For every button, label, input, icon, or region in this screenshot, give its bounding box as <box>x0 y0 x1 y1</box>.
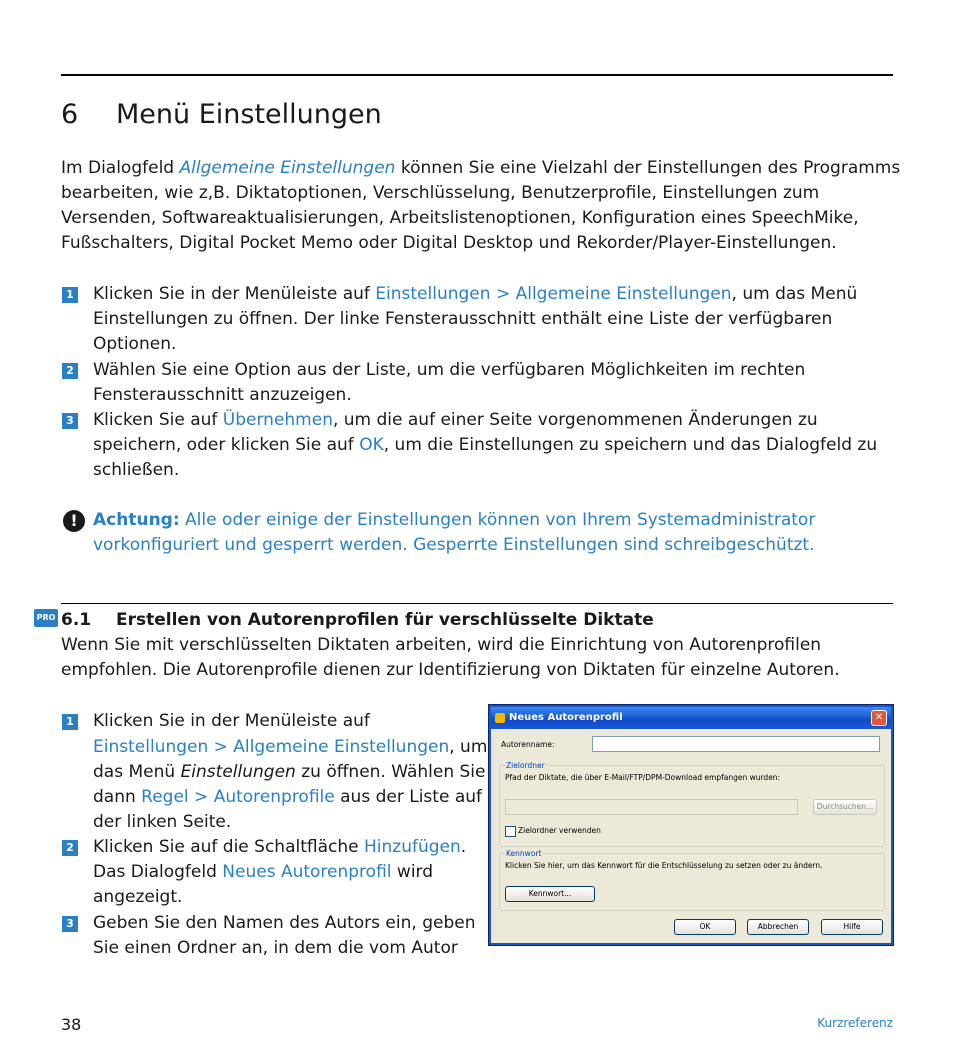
ok-link[interactable]: OK <box>359 435 384 455</box>
step-1-badge: 1 <box>62 287 78 303</box>
target-folder-title: Zielordner <box>506 761 545 770</box>
rule-path-link[interactable]: Regel > Autorenprofile <box>141 787 335 807</box>
dialog-title: Neues Autorenprofil <box>509 712 623 723</box>
step-text: , um das Menü <box>731 284 858 304</box>
intro-line-1 <box>61 156 900 181</box>
step2-1-line-1: Klicken Sie in der Menüleiste auf <box>93 711 370 731</box>
warning-line-1 <box>93 508 815 533</box>
pro-badge: PRO <box>34 609 58 627</box>
password-button[interactable]: Kennwort... <box>505 886 595 902</box>
step-text: zu öffnen. Wählen Sie <box>295 762 486 782</box>
step1-3-line-3: schließen. <box>93 460 180 480</box>
step-text: . <box>460 837 467 857</box>
step1-1-line-2: Einstellungen zu öffnen. Der linke Fensterausschnitt enthält eine Liste der verfügbaren <box>93 309 833 329</box>
intro-link-allgemeine[interactable]: Allgemeine Einstellungen <box>179 158 396 178</box>
apply-link[interactable]: Übernehmen <box>222 410 333 430</box>
warning-line-2: vorkonfiguriert und gesperrt werden. Gesperrte Einstellungen sind schreibgeschützt. <box>93 535 815 555</box>
intro-text: Im Dialogfeld <box>61 158 180 178</box>
path-input[interactable] <box>505 799 798 815</box>
step-text: Das Dialogfeld <box>93 862 223 882</box>
step-text: speichern, oder klicken Sie auf <box>93 435 360 455</box>
step1-2-line-2: Fensterausschnitt anzuzeigen. <box>93 385 352 405</box>
step2-2-line-3: angezeigt. <box>93 887 183 907</box>
chapter-number: 6 <box>61 99 79 130</box>
step1-1-line-1 <box>93 282 857 307</box>
top-rule <box>61 74 893 76</box>
step2-2-line-1 <box>93 835 466 860</box>
menu-path-link[interactable]: Einstellungen > Allgemeine Einstellungen <box>375 284 732 304</box>
intro-line-3: Versenden, Softwareaktualisierungen, Arbeitslistenoptionen, Konfiguration eines SpeechMike, <box>61 208 859 228</box>
step2-1-line-4 <box>93 785 482 810</box>
step-text: das Menü <box>93 762 181 782</box>
step-text: Klicken Sie auf <box>93 410 223 430</box>
step-3-badge: 3 <box>62 413 78 429</box>
step-text: Klicken Sie in der Menüleiste auf <box>93 284 376 304</box>
step-3-badge: 3 <box>62 916 78 932</box>
page-number: 38 <box>61 1015 82 1034</box>
section-line-1: Wenn Sie mit verschlüsselten Diktaten arbeiten, wird die Einrichtung von Autorenprofilen <box>61 635 822 655</box>
step-text: dann <box>93 787 142 807</box>
path-label: Pfad der Diktate, die über E-Mail/FTP/DPM-Download empfangen wurden: <box>505 773 781 782</box>
use-folder-label: Zielordner verwenden <box>518 826 601 835</box>
author-name-input[interactable] <box>592 736 880 752</box>
dialog-titlebar <box>491 707 891 729</box>
section-line-2: empfohlen. Die Autorenprofile dienen zur Identifizierung von Diktaten für einzelne Autoren. <box>61 660 840 680</box>
help-button[interactable]: Hilfe <box>821 919 883 935</box>
intro-line-4: Fußschalters, Digital Pocket Memo oder Digital Desktop und Rekorder/Player-Einstellungen. <box>61 233 837 253</box>
step-text: , um die auf einer Seite vorgenommenen Änderungen zu <box>332 410 818 430</box>
step-text: , um <box>449 737 488 757</box>
cancel-button[interactable]: Abbrechen <box>747 919 809 935</box>
ok-button[interactable]: OK <box>674 919 736 935</box>
use-folder-checkbox[interactable] <box>505 826 516 837</box>
author-profile-dialog <box>488 704 894 946</box>
warning-text: Alle oder einige der Einstellungen können von Ihrem Systemadministrator <box>179 510 816 530</box>
step2-2-line-2 <box>93 860 433 885</box>
intro-text: können Sie eine Vielzahl der Einstellungen des Programms <box>395 158 901 178</box>
step2-1-line-5: der linken Seite. <box>93 812 232 832</box>
dialog-name-link[interactable]: Neues Autorenprofil <box>222 862 392 882</box>
step2-1-line-2 <box>93 735 487 760</box>
step1-3-line-2 <box>93 433 877 458</box>
exclamation-icon: ! <box>63 510 85 532</box>
step-2-badge: 2 <box>62 363 78 379</box>
step-1-badge: 1 <box>62 714 78 730</box>
password-group-title: Kennwort <box>506 849 542 858</box>
step-text: Klicken Sie auf die Schaltfläche <box>93 837 364 857</box>
add-link[interactable]: Hinzufügen <box>363 837 461 857</box>
warning-label: Achtung: <box>93 510 180 530</box>
step1-2-line-1: Wählen Sie eine Option aus der Liste, um die verfügbaren Möglichkeiten im rechten <box>93 360 806 380</box>
step-text: aus der Liste auf <box>334 787 482 807</box>
step-2-badge: 2 <box>62 840 78 856</box>
step2-3-line-1: Geben Sie den Namen des Autors ein, geben <box>93 913 476 933</box>
step1-1-line-3: Optionen. <box>93 334 177 354</box>
section-number: 6.1 <box>61 610 92 630</box>
password-hint: Klicken Sie hier, um das Kennwort für die Entschlüsselung zu setzen oder zu ändern. <box>505 861 823 870</box>
close-icon[interactable]: ✕ <box>871 710 887 726</box>
browse-button[interactable]: Durchsuchen... <box>813 799 877 815</box>
step2-3-line-2: Sie einen Ordner an, in dem die vom Autor <box>93 938 458 958</box>
step2-1-line-3 <box>93 760 486 785</box>
intro-line-2: bearbeiten, wie z,B. Diktatoptionen, Verschlüsselung, Benutzerprofile, Einstellungen zum <box>61 183 820 203</box>
menu-name: Einstellungen <box>180 762 296 782</box>
app-icon <box>495 713 505 723</box>
step-text: , um die Einstellungen zu speichern und das Dialogfeld zu <box>383 435 878 455</box>
section-title: Erstellen von Autorenprofilen für verschlüsselte Diktate <box>116 610 654 630</box>
author-name-label: Autorenname: <box>501 740 555 749</box>
footer-section-name: Kurzreferenz <box>817 1016 893 1030</box>
section-rule <box>61 603 893 604</box>
step-text: wird <box>391 862 434 882</box>
chapter-title: Menü Einstellungen <box>116 99 382 130</box>
step1-3-line-1 <box>93 408 818 433</box>
menu-path-link[interactable]: Einstellungen > Allgemeine Einstellungen <box>93 737 450 757</box>
